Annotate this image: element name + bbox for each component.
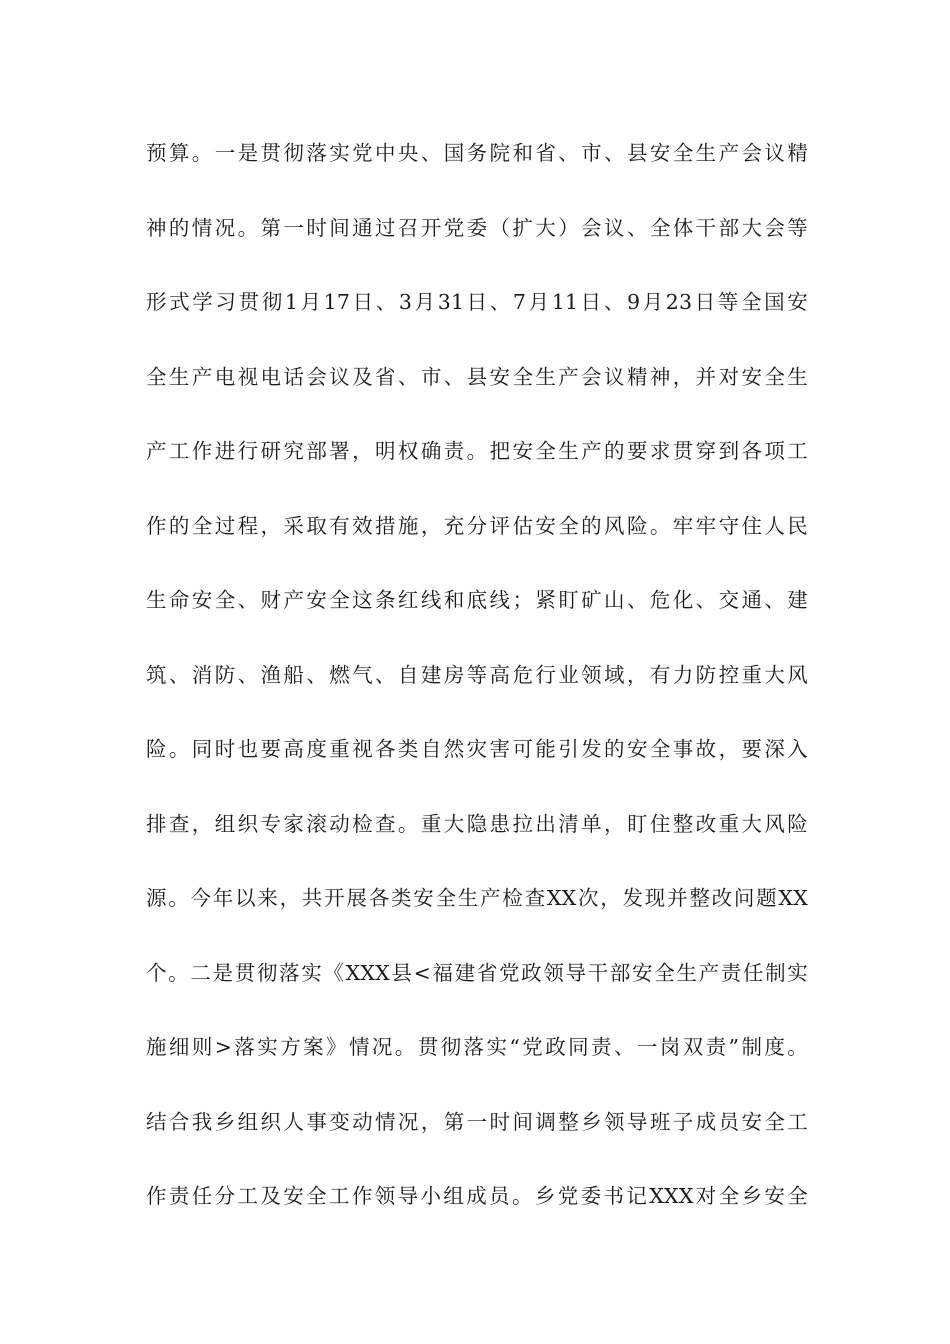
text-line: 全生产电视电话会议及省、市、县安全生产会议精神，并对安全生 [146,364,808,389]
text-line: 生命安全、财产安全这条红线和底线；紧盯矿山、危化、交通、建 [146,588,808,612]
text-line: 产工作进行研究部署，明权确责。把安全生产的要求贯穿到各项工 [146,439,808,463]
text-line: 施细则>落实方案》情况。贯彻落实“党政同责、一岗双责”制度。 [146,1035,808,1059]
text-line: 作的全过程，采取有效措施，充分评估安全的风险。牢牢守住人民 [146,513,808,538]
text-line: 险。同时也要高度重视各类自然灾害可能引发的安全事故，要深入 [146,737,808,761]
text-line: 预算。一是贯彻落实党中央、国务院和省、市、县安全生产会议精 [146,141,808,165]
text-line: 结合我乡组织人事变动情况，第一时间调整乡领导班子成员安全工 [146,1109,808,1134]
text-line: 个。二是贯彻落实《XXX县<福建省党政领导干部安全生产责任制实 [146,960,808,985]
text-line: 形式学习贯彻1月17日、3月31日、7月11日、9月23日等全国安 [146,290,808,314]
text-line: 神的情况。第一时间通过召开党委（扩大）会议、全体干部大会等 [146,215,808,240]
text-line: 源。今年以来，共开展各类安全生产检查XX次，发现并整改问题XX [146,886,808,910]
text-line: 筑、消防、渔船、燃气、自建房等高危行业领域，有力防控重大风 [146,662,808,687]
body-text [146,133,816,1251]
text-line: 排查，组织专家滚动检查。重大隐患拉出清单，盯住整改重大风险 [146,811,808,836]
text-line: 作责任分工及安全工作领导小组成员。乡党委书记XXX对全乡安全 [146,1184,808,1208]
